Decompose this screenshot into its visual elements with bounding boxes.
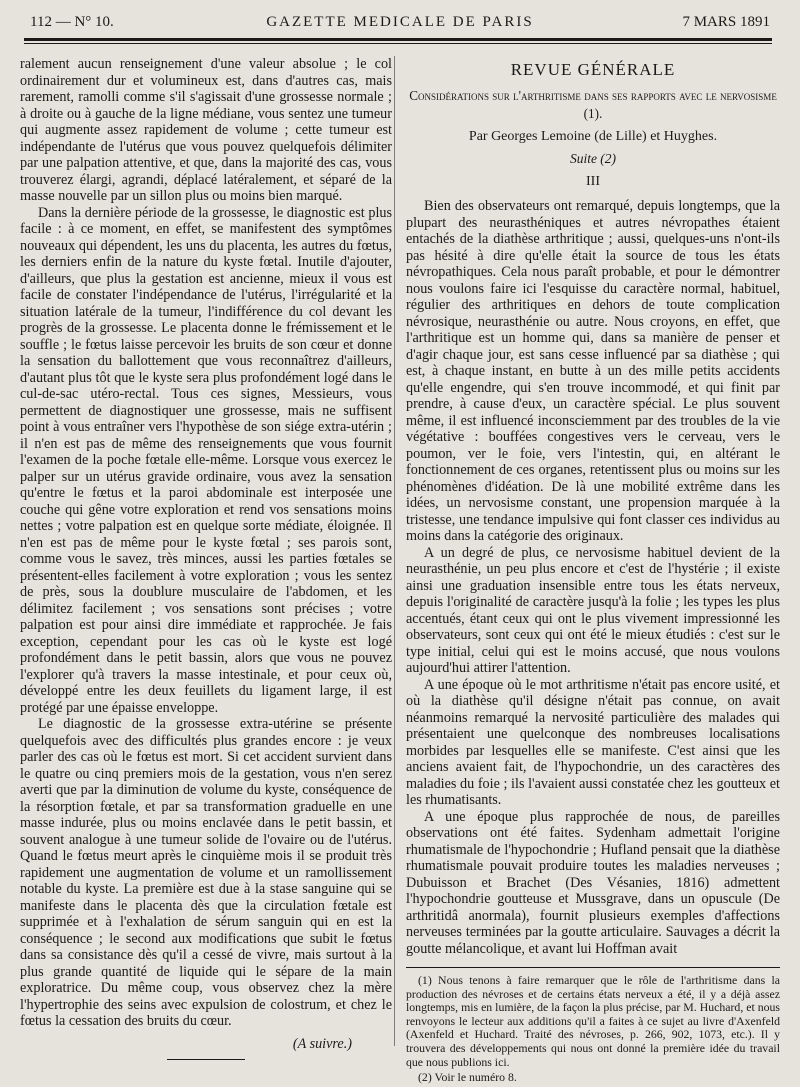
section-title: REVUE GÉNÉRALE <box>510 60 676 79</box>
to-be-continued: (A suivre.) <box>292 1035 352 1052</box>
footnotes <box>406 974 780 1085</box>
left-paragraph-3: Le diagnostic de la grossesse extra-utérine se présente quelquefois avec des difficultés plus grandes encore : je veux parler des cas où le fœtus est mort. Si cet accident survient dans le quatre ou cinq premiers mois de la gestation, vous n'en serez averti que par la diminution de volume du kyste, conséquence de la résorption fœtale, et par sa transformation graduelle en une masse indurée, plus ou moins enclavée dans le petit bassin, et souvent analogue à une tumeur solide de l'ovaire ou de l'utérus. Quand le fœtus meurt après le cinquième mois il se produit très rapidement une augmentation de volume et un ramollissement notable du kyste. La première est due à la stase sanguine qui se manifeste dans le placenta dès que la circulation fœtale est supprimée et à l'exhalation de sérum sanguin qui en est la conséquence ; le second aux modifications que subit le fœtus dans sa consistance dès qu'il a cessé de vivre, mais surtout à la plus grande quantité de liquide qui le sépare de la main exploratrice. Du même coup, vous observez chez la mère l'hypertrophie des seins avec expulsion de colostrum, et chez le fœtus la cessation des bruits du cœur. <box>20 716 392 1029</box>
right-paragraph-1: Bien des observateurs ont remarqué, depuis longtemps, que la plupart des neurasthéniques et autres névropathes étaient entachés de la diathèse arthritique ; aussi, quelques-uns n'ont-ils pas hésité à dire qu'elle était la source de tous les états névropathiques. Cela nous paraît probable, et pour le démontrer nous voulons faire ici l'esquisse du caractère normal, habituel, régulier des arthritiques en dehors de toute complication névrosique, neurasthénie ou autre. Nous croyons, en effet, que l'arthritique est un homme qui, dans sa manière de penser et d'agir chaque jour, est sans cesse influencé par sa diathèse ; qui est, à chaque instant, en butte à un des mille petits accidents qu'elle engendre, qui s'en trouve incommodé, et qui finit par prendre, à cause d'eux, un caractère spécial. Le plus souvent même, il est influencé inconsciemment par des troubles de la vie végétative : bouffées congestives vers le cerveau, vers le poumon, ver le foie, vers l'intestin, qui, en altérant le fonctionnement de ces organes, retentissent plus ou moins sur les phénomènes d'idéation. De là une mobilité extrême dans les idées, un nervosisme constant, une propension marquée à la tristesse, une tendance impulsive qui font classer ces individus au moins dans la catégorie des originaux. <box>406 198 780 544</box>
article-authors: Par Georges Lemoine (de Lille) et Huyghes. <box>468 128 718 144</box>
header-rule-thin <box>24 43 772 44</box>
left-column <box>20 56 392 1060</box>
article-end-rule <box>167 1059 245 1060</box>
left-paragraph-1: ralement aucun renseignement d'une valeur absolue ; le col ordinairement dur et volumineux est, dans d'autres cas, mais rarement, ramolli comme s'il s'agissait d'une grossesse normale ; à droite ou à gauche de la ligne médiane, vous sentez une tumeur qui augmente assez rapidement de volume ; cette tumeur est indépendante de l'utérus que vous pouvez quelquefois délimiter par une palpation attentive, et que, dans la majorité des cas, vous trouverez élargi, agrandi, déplacé latéralement, et séparé de la masse nouvelle par un sillon plus ou moins bien marqué. <box>20 56 392 204</box>
right-paragraph-2: A un degré de plus, ce nervosisme habituel devient de la neurasthénie, un peu plus encore et c'est de l'hystérie ; il existe ainsi une graduation insensible entre tous les états nerveux, depuis l'originalité de caractère jusqu'à la folie ; les types les plus accentués, étant ceux qui ont le plus vivement impressionné les observateurs, sont ceux qui ont été le mieux étudiés : c'est sur le type initial, celui qui est le moins accusé, que nous voulons aujourd'hui attirer l'attention. <box>406 544 780 676</box>
section-number: III <box>586 173 600 189</box>
right-column <box>406 56 780 1087</box>
footnote-rule <box>406 967 780 968</box>
right-paragraph-3: A une époque où le mot arthritisme n'était pas encore usité, et où la diathèse qu'il désigne n'était pas connue, on avait néanmoins remarqué la nervosité particulière des malades qui présentaient une quelconque des nombreuses localisations morbides par lesquelles elle se manifeste. C'est ainsi que les anciens avaient fait, de l'hypochondrie, un des caractères des maladies du foie ; ils l'avaient aussi constatée chez les goutteux et les rhumatisants. <box>406 676 780 808</box>
issue-date: 7 MARS 1891 <box>682 14 770 30</box>
running-header <box>30 11 770 33</box>
footnote-1: (1) Nous tenons à faire remarquer que le rôle de l'arthritisme dans la production des névroses et de certains états nerveux a été, il y a déjà assez longtemps, mis en lumière, de la façon la plus précise, par M. Huchard, et nous renvoyons le lecteur aux additions qu'il a faites à ce sujet au livre d'Axenfeld (Axenfeld et Huchard. Traité des névroses, p. 266, 902, 1073, etc.). Il y trouvera des développements qui nous ont donné la première idée du travail que nous publions ici. <box>406 973 780 1069</box>
footnote-2: (2) Voir le numéro 8. <box>418 1070 517 1085</box>
column-divider <box>394 56 395 1046</box>
header-rule-thick <box>24 38 772 41</box>
left-paragraph-2: Dans la dernière période de la grossesse, le diagnostic est plus facile : à ce moment, en effet, se manifestent des symptômes nouveaux qui dépendent, les uns du placenta, les autres du fœtus, les derniers enfin de la nature du kyste fœtal. Inutile d'ajouter, d'ailleurs, que plus la gestation est ancienne, mieux il vous est facile de constater l'indépendance de l'utérus, l'irrégularité et la situation latérale de la tumeur, l'indifférence du col devant les progrès de la grossesse. Le placenta donne le frémissement et le souffle ; le fœtus laisse percevoir les bruits de son cœur et donne la sensation du ballottement que vous reconnaîtrez d'ailleurs, d'autant plus tôt que le kyste sera plus profondément logé dans le cul-de-sac utéro-rectal. Tous ces signes, Messieurs, vous permettent de diagnostiquer une grossesse, mais ne suffisent point à vous entraîner vers l'hypothèse de son siége extra-utérin ; il n'en est pas de même des renseignements que vous fournit l'examen de la poche fœtale elle-même. Lorsque vous exercez le palper sur un utérus gravide ordinaire, vous avez la sensation qu'entre le fœtus et la paroi abdominale est interposée une couche qui gêne votre exploration et rend vos sensations moins nettes ; votre palpation est en quelque sorte médiate, éloignée. Il n'en est pas de même pour le kyste fœtal ; ses parois sont, comme vous le savez, très minces, aussi les parties fœtales se présentent-elles facilement à votre exploration ; vous les sentez de près, sous la doublure musculaire de l'abdomen, et les délimitez facilement ; vos sensations sont précises ; votre palpation est pour ainsi dire immédiate et rapprochée. Je fais exception, cependant pour les cas où le kyste est logé profondément dans le petit bassin, alors que vous ne pouvez l'explorer qu'à travers la masse intestinale, et pour ceux où, développé entre les deux feuillets du ligament large, il est protégé par une épaisse enveloppe. <box>20 204 392 716</box>
right-paragraph-4: A une époque plus rapprochée de nous, de pareilles observations ont été faites. Sydenham admettait l'origine rhumatismale de l'hypochondrie ; Hufland pensait que la diathèse rhumatismale pouvait produire toutes les maladies nerveuses ; Dubuisson et Brachet (Des Vésanies, 1816) admettent l'hypochondrie goutteuse et Mussgrave, dans un opuscule (De arthritidâ anormala), fournit plusieurs exemples d'affections nerveuses terminées par la goutte articulaire. Sauvages a décrit la goutte mélancolique, et avant lui Hoffman avait <box>406 808 780 957</box>
page-issue-number: 112 — N° 10. <box>30 14 114 30</box>
continuation-note: Suite (2) <box>569 151 617 166</box>
article-title: Considérations sur l'arthritisme dans ses rapports avec le nervosisme (1). <box>409 87 777 121</box>
journal-title: GAZETTE MEDICALE DE PARIS <box>266 14 534 30</box>
